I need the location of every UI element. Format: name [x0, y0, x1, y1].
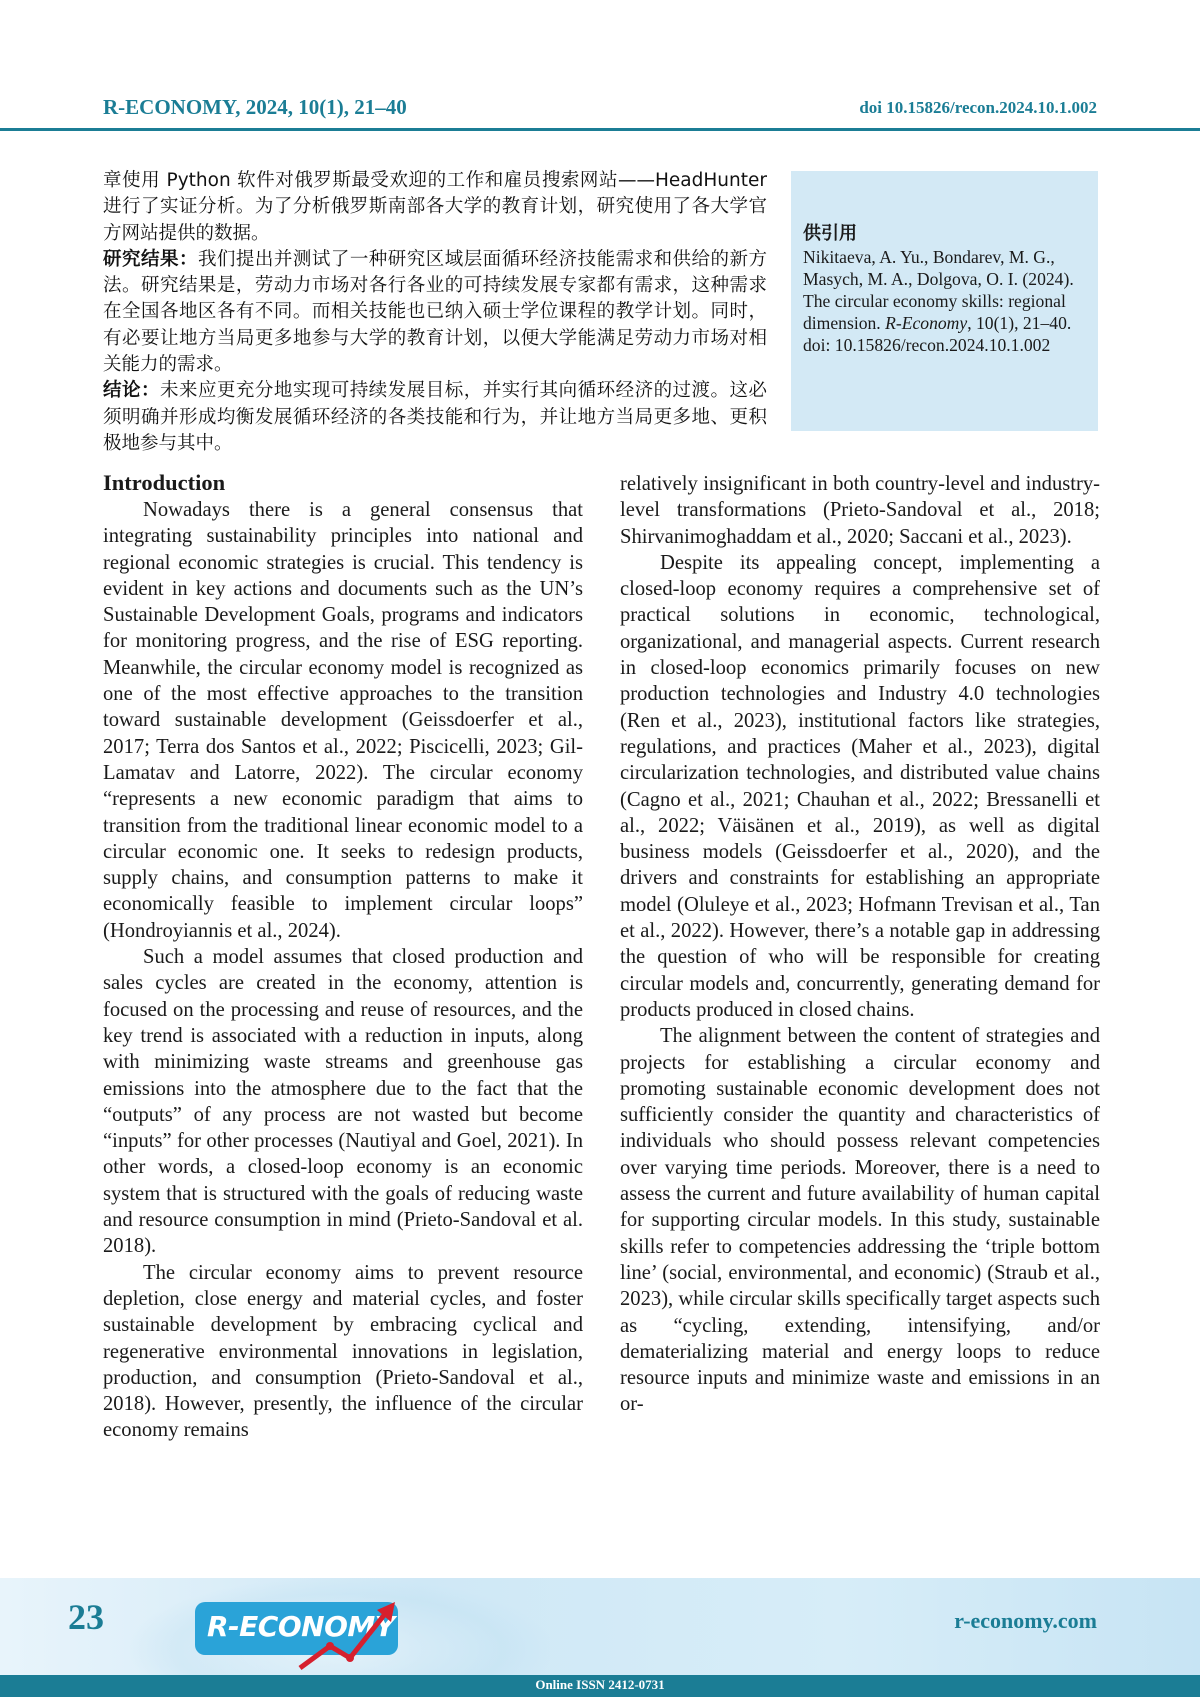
- paragraph: The circular economy aims to prevent resource depletion, close energy and material cycles, and foster sustainable development by embracing cyclical and regenerative environmental innovations in legislation, production, and consumption (Prieto-Sandoval et al., 2018). However, presently, the influence of the circular economy remains: [103, 1260, 583, 1444]
- doi-header: doi 10.15826/recon.2024.10.1.002: [859, 98, 1097, 118]
- citation-doi: , 10(1), 21–40. doi: 10.15826/recon.2024.10.1.002: [803, 313, 1071, 355]
- results-text: 我们提出并测试了一种研究区域层面循环经济技能需求和供给的新方法。研究结果是，劳动力市场对各行各业的可持续发展专家都有需求，这种需求在全国各地区各有不同。而相关技能也已纳入硕士学位课程的教学计划。同时，有必要让地方当局更多地参与大学的教育计划，以便大学能满足劳动力市场对相关能力的需求。: [103, 249, 767, 375]
- journal-header: R-ECONOMY, 2024, 10(1), 21–40: [103, 95, 407, 120]
- citation-title: 供引用: [803, 223, 1084, 245]
- logo-text: R-ECONOMY: [207, 1610, 395, 1643]
- page-number: 23: [68, 1596, 104, 1638]
- results-label: 研究结果：: [103, 249, 198, 270]
- header-rule: [0, 128, 1200, 131]
- journal-logo: [195, 1602, 398, 1655]
- abstract-block: [103, 168, 767, 457]
- paragraph: Such a model assumes that closed production and sales cycles are created in the economy, attention is focused on the processing and reuse of resources, and the key trend is associated with a reduction in inputs, along with minimizing waste streams and greenhouse gas emissions into the atmosphere due to the fact that the “outputs” of any process are not wasted but become “inputs” for other processes (Nautiyal and Goel, 2021). In other words, a closed-loop economy is an economic system that is structured with the goals of reducing waste and resource consumption in mind (Prieto-Sandoval et al. 2018).: [103, 944, 583, 1260]
- website-link[interactable]: r-economy.com: [954, 1608, 1097, 1634]
- issn-text: Online ISSN 2412-0731: [0, 1677, 1200, 1693]
- growth-arrow-icon: [295, 1596, 415, 1676]
- abstract-conclusion: [103, 378, 767, 457]
- citation-text: [803, 246, 1084, 356]
- section-heading: Introduction: [103, 469, 583, 497]
- abstract-results: [103, 247, 767, 378]
- citation-authors: Nikitaeva, A. Yu., Bondarev, M. G., Masych, M. A., Dolgova, O. I. (2024). The circular economy skills: regional dimension.: [803, 247, 1074, 333]
- paragraph: Despite its appealing concept, implementing a closed-loop economy requires a comprehensive set of practical solutions in economic, technological, organizational, and managerial aspects. Current research in closed-loop economics primarily focuses on new production technologies and Industry 4.0 technologies (Ren et al., 2023), institutional factors like strategies, regulations, and practices (Maher et al., 2023), digital circularization technologies, and distributed value chains (Cagno et al., 2021; Chauhan et al., 2022; Bressanelli et al., 2022; Väisänen et al., 2019), as well as digital business models (Geissdoerfer et al., 2020), and the drivers and constraints for establishing an appropriate model (Oluleye et al., 2023; Hofmann Trevisan et al., Tan et al., 2022). However, there’s a notable gap in addressing the question of who will be responsible for creating circular models and, concurrently, generating demand for products produced in closed chains.: [620, 550, 1100, 1023]
- conclusion-text: 未来应更充分地实现可持续发展目标，并实行其向循环经济的过渡。这必须明确并形成均衡发展循环经济的各类技能和行为，并让地方当局更多地、更积极地参与其中。: [103, 380, 767, 454]
- abstract-methods: 章使用 Python 软件对俄罗斯最受欢迎的工作和雇员搜索网站——HeadHunter 进行了实证分析。为了分析俄罗斯南部各大学的教育计划，研究使用了各大学官方网站提供的数据。: [103, 168, 767, 247]
- body-column-right: [620, 471, 1100, 1418]
- paragraph: The alignment between the content of strategies and projects for establishing a circular economy and promoting sustainable economic development does not sufficiently consider the quantity and characteristics of individuals who should possess relevant competencies over varying time periods. Moreover, there is a need to assess the current and future availability of human capital for supporting circular models. In this study, sustainable skills refer to competencies addressing the ‘triple bottom line’ (social, environmental, and economic) (Straub et al., 2023), while circular skills specifically target aspects such as “cycling, extending, intensifying, and/or dematerializing material and energy loops to reduce resource inputs and minimize waste and emissions in an or-: [620, 1023, 1100, 1417]
- paragraph: Nowadays there is a general consensus that integrating sustainability principles into national and regional economic strategies is crucial. This tendency is evident in key actions and documents such as the UN’s Sustainable Development Goals, programs and indicators for monitoring progress, and the rise of ESG reporting. Meanwhile, the circular economy model is recognized as one of the most effective approaches to the transition toward sustainable development (Geissdoerfer et al., 2017; Terra dos Santos et al., 2022; Piscicelli, 2023; Gil-Lamatav and Latorre, 2022). The circular economy “represents a new economic paradigm that aims to transition from the traditional linear economic model to a circular economic one. It seeks to redesign products, supply chains, and consumption patterns to make it economically feasible to implement circular loops” (Hondroyiannis et al., 2024).: [103, 497, 583, 944]
- body-column-left: [103, 469, 583, 1444]
- paragraph: relatively insignificant in both country-level and industry-level transformations (Prieto-Sandoval et al., 2018; Shirvanimoghaddam et al., 2020; Saccani et al., 2023).: [620, 471, 1100, 550]
- conclusion-label: 结论：: [103, 380, 160, 401]
- citation-box: [791, 171, 1098, 431]
- citation-journal: R-Economy: [885, 313, 967, 333]
